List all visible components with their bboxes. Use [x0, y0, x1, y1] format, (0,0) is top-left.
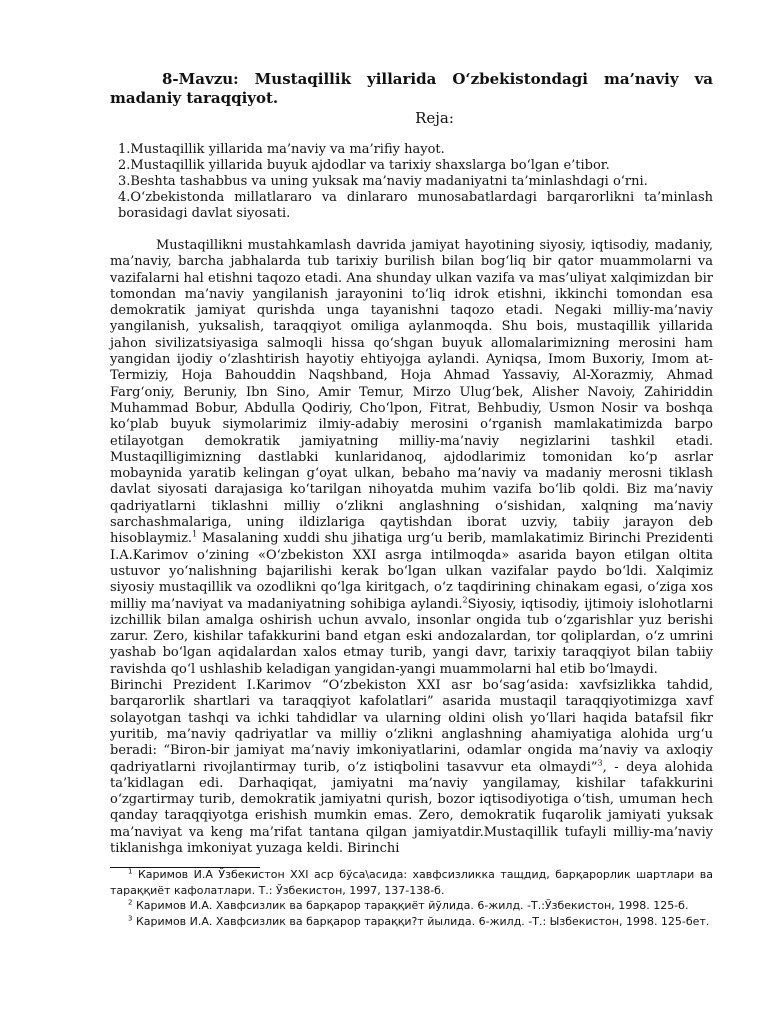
footnote-mark: 3: [128, 913, 133, 922]
footnote-reference[interactable]: 2: [462, 595, 468, 605]
paragraph-text: Mustaqillikni mustahkamlash davrida jamiyat hayotining siyosiy, iqtisodiy, madaniy, ma’naviy, barcha jabhalarda tub tarixiy burilish bilan bog‘liq bir qator muammolarni va vazifalarni hal etishni taqozo etadi. Ana shunday ulkan vazifa va mas’uliyat xalqimizdan bir tomondan ma’naviy yangilanish jarayonini to‘liq idrok etishni, ikkinchi tomondan esa demokratik jamiyat qurishda unga tayanishni taqozo etadi. Negaki milliy-ma’naviy yangilanish, yuksalish, taraqqiyot omiliga aylanmoqda. Shu bois, mustaqillik yillarida jahon sivilizatsiyasiga salmoqli hissa qo‘shgan buyuk allomalarimizning merosini ham yangidan ijodiy o‘zlashtirish hayotiy ehtiyojga aylandi. Ayniqsa, Imom Buxoriy, Imom at-Termiziy, Hoja Bahouddin Naqshband, Hoja Ahmad Yassaviy, Al-Xorazmiy, Ahmad Farg‘oniy, Beruniy, Ibn Sino, Amir Temur, Mirzo Ulug‘bek, Alisher Navoiy, Zahiriddin Muhammad Bobur, Abdulla Qodiriy, Cho‘lpon, Fitrat, Behbudiy, Usmon Nosir va boshqa ko‘plab buyuk siymolarimiz ilmiy-adabiy merosini o‘rganish mamlakatimizda barpo etilayotgan demokratik jamiyatning milliy-ma’naviy negizlarini tashkil etadi. Mustaqilligimizning dastlabki kunlaridanoq, ajdodlarimiz tomonidan ko‘p asrlar mobaynida yaratib kelingan g‘oyat ulkan, bebaho ma’naviy va madaniy merosni tiklash davlat siyosati darajasiga ko‘tarilgan nihoyatda muhim vazifa bo‘lib qoldi. Biz ma’naviy qadriyatlarni tiklashni milliy o‘zlikni anglashning o‘sishidan, xalqning ma’naviy sarchashmalariga, uning ildizlariga qaytishdan iborat uzviy, tabiiy jarayon deb hisoblaymiz.: [110, 238, 713, 547]
body-text: [110, 238, 713, 857]
footnote-mark: 1: [128, 867, 133, 876]
plan-list: [118, 142, 713, 222]
footnote-reference[interactable]: 3: [597, 758, 603, 768]
footnote: [110, 914, 713, 930]
footnote-text: Каримов И.А Ўзбекистон XXI аср бўса\асида: хавфсизликка тащдид, барқарорлик шартлари ва тараққиёт кафолатлари. Т.: Ўзбекистон, 1997, 137-138-б.: [110, 868, 713, 897]
footnote: [110, 867, 713, 898]
paragraph-text: Birinchi Prezident I.Karimov “O‘zbekiston XXI asr bo‘sag‘asida: xavfsizlikka tahdid, barqarorlik shartlari va taraqqiyot kafolatlari” asarida mustaqil taraqqiyotimizga xavf solayotgan tashqi va ichki tahdidlar va ularning oldini olish yo‘llari haqida batafsil fikr yuritib, ma’naviy qadriyatlar va milliy o‘zlikni anglashning ahamiyatiga alohida urg‘u beradi: “Biron-bir jamiyat ma’naviy imkoniyatlarini, odamlar ongida ma’naviy va axloqiy qadriyatlarni rivojlantirmay turib, o‘z istiqbolini tasavvur eta olmaydi”: [110, 678, 713, 775]
plan-item: 4.O‘zbekistonda millatlararo va dinlararo munosabatlardagi barqarorlikni ta’minlash borasidagi davlat siyosati.: [118, 190, 713, 221]
plan-item: 2.Mustaqillik yillarida buyuk ajdodlar va tarixiy shaxslarga bo‘lgan e’tibor.: [118, 158, 610, 173]
footnotes: [110, 867, 713, 929]
document-page: [110, 70, 713, 970]
page-title: 8-Mavzu: Mustaqillik yillarida O‘zbekistondagi ma’naviy va madaniy taraqqiyot.: [110, 70, 713, 107]
paragraph-text: Siyosiy, iqtisodiy, ijtimoiy islohotlarni izchillik bilan amalga oshirish uchun avvalo, insonlar ongida tub o‘zgarishlar yuz berishi zarur. Zero, kishilar tafakkurini band etgan eski andozalardan, tor qoliplardan, o‘z umrini yashab bo‘lgan aqidalardan xalos etmay turib, yangi davr, tarixiy taraqqiyot bilan tabiiy ravishda qo‘l ushlashib keladigan yangidan-yangi muammolarni hal etib bo‘lmaydi.: [110, 596, 713, 677]
body-paragraph: [110, 238, 713, 678]
body-paragraph: [110, 678, 713, 857]
paragraph-text: Masalaning xuddi shu jihatiga urg‘u berib, mamlakatimiz Birinchi Prezidenti I.A.Karimov o‘zining «O‘zbekiston XXI asrga intilmoqda» asarida bayon etilgan oltita ustuvor yo‘nalishning bajarilishi kerak bo‘lgan ulkan vazifalar paydo bo‘ldi. Xalqimiz siyosiy mustaqillik va ozodlikni qo‘lga kiritgach, o‘z taqdirining chinakam egasi, o‘ziga xos milliy ma’naviyat va madaniyatning sohibiga aylandi.: [110, 531, 713, 612]
footnote-text: Каримов И.А. Хавфсизлик ва барқарор тараққи?т йылида. 6-жилд. -Т.: Ызбекистон, 1998. 125-бет.: [132, 914, 710, 928]
plan-item: 3.Beshta tashabbus va uning yuksak ma’naviy madaniyatni ta’minlashdagi o‘rni.: [118, 174, 648, 189]
footnote-text: Каримов И.А. Хавфсизлик ва барқарор тараққиёт йўлида. 6-жилд. -Т.:Ўзбекистон, 1998. 125-б.: [132, 899, 689, 912]
paragraph-text: , - deya alohida ta’kidlagan edi. Darhaqiqat, jamiyatni ma’naviy yangilamay, kishilar tafakkurini o‘zgartirmay turib, demokratik jamiyatni qurish, bozor iqtisodiyotiga o‘tish, umuman hech qanday taraqqiyotga erishish mumkin emas. Zero, demokratik fuqarolik jamiyati yuksak ma’naviyat va keng ma’rifat tantana qilgan jamiyatdir.Mustaqillik tufayli milliy-ma’naviy tiklanishga imkoniyat yuzaga keldi. Birinchi: [110, 759, 714, 856]
plan-item: 1.Mustaqillik yillarida ma’naviy va ma’rifiy hayot.: [118, 142, 445, 157]
plan-heading: Reja:: [415, 109, 454, 127]
footnote-mark: 2: [128, 898, 133, 907]
footnote-reference[interactable]: 1: [192, 530, 198, 540]
footnote: [110, 898, 713, 914]
